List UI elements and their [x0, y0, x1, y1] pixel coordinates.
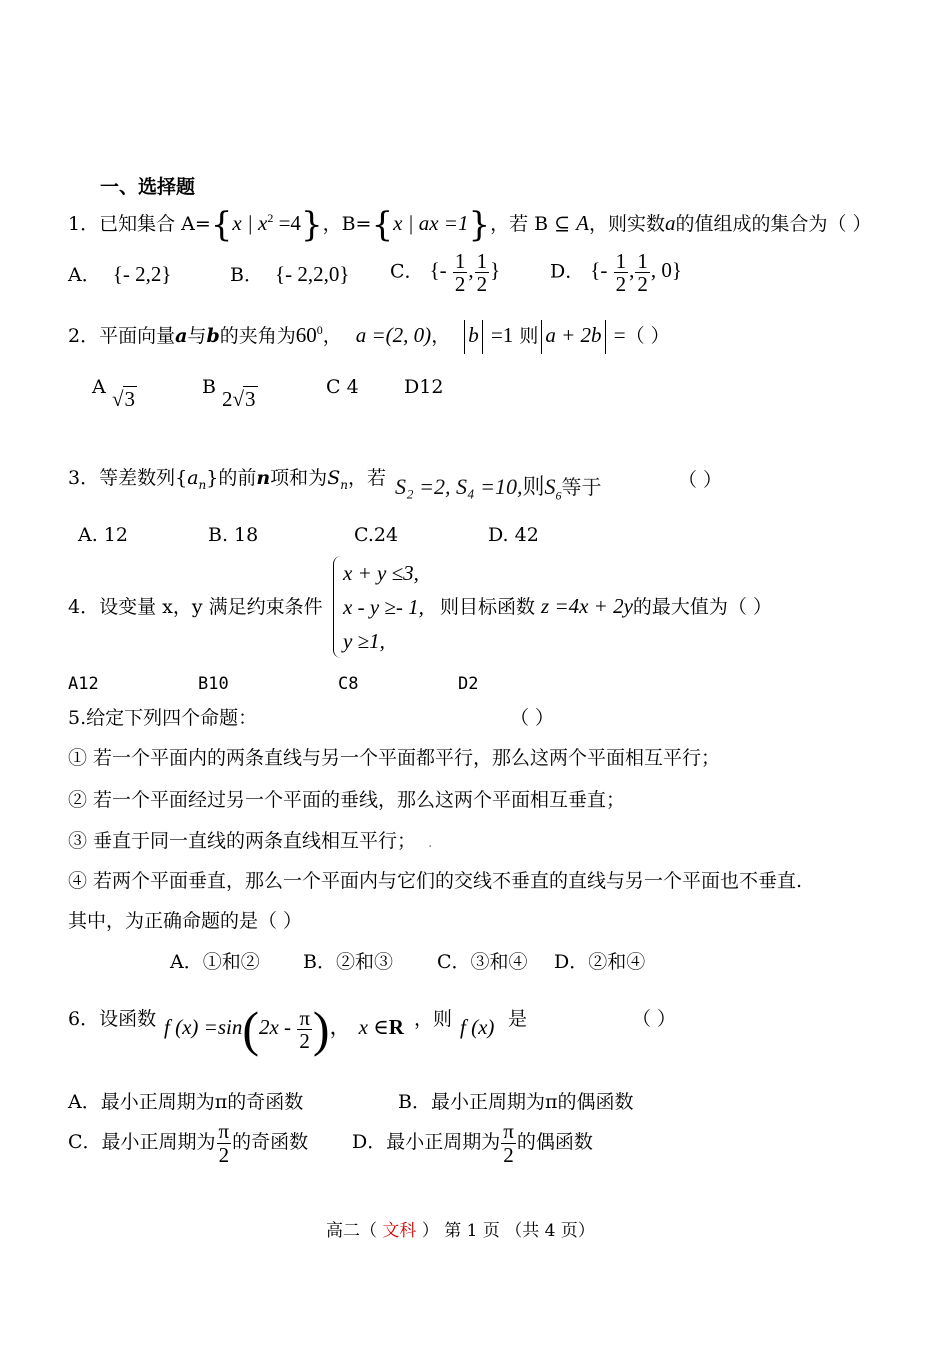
q1-option-d: D． {- $\frac{1}{2}$ , $\frac{1}{2}$ , 0} — [550, 249, 682, 297]
q2-option-c: C 4 — [326, 376, 359, 398]
q3-options — [78, 524, 678, 554]
q4-objective: 则目标函数 z =4x + 2y的最大值为（ ） — [440, 594, 772, 618]
q3-condition: S₂ =2, S₄ =10,则$S_6$等于 — [395, 474, 602, 503]
q1-option-b: B． {- 2,2,0} — [230, 262, 350, 286]
question-6-stem: 6．设函数 — [68, 1008, 157, 1030]
q6-option-d: D．最小正周期为 $\frac{\pi}{2}$ 的偶函数 — [352, 1119, 593, 1167]
q3-option-d: D. 42 — [488, 524, 539, 546]
q1-options — [68, 249, 948, 302]
q5-option-b: B．②和③ — [303, 951, 393, 973]
q5-question: 其中，为正确命题的是（ ） — [68, 910, 303, 932]
q2-option-b: B — [202, 376, 216, 398]
q1-option-a: A． {- 2,2} — [68, 262, 172, 286]
q1-option-c: C． {- $\frac{1}{2}$ , $\frac{1}{2}$ } — [390, 249, 501, 297]
q4-constraint-3: y ≥1, — [343, 629, 385, 653]
question-5-title: 5.给定下列四个命题： — [68, 707, 258, 729]
page-footer: 高二（ 文科 ） 第 1 页 （共 4 页） — [326, 1221, 595, 1241]
q5-options — [170, 947, 730, 975]
q5-statement-1: ① 若一个平面内的两条直线与另一个平面都平行，那么这两个平面相互平行； — [68, 747, 721, 769]
q4-constraint-1: x + y ≤3, — [343, 561, 419, 585]
q4-option-b: B10 — [198, 674, 229, 694]
q2-option-a: A — [92, 376, 106, 398]
q4-option-a: A12 — [68, 674, 99, 694]
q6-is: 是 — [508, 1008, 528, 1030]
q4-option-c: C8 — [338, 674, 359, 694]
q5-statement-2: ② 若一个平面经过另一个平面的垂线，那么这两个平面相互垂直； — [68, 789, 626, 811]
q6-fx: f (x) — [460, 1015, 495, 1039]
q3-option-b: B. 18 — [208, 524, 259, 546]
q2-options — [92, 372, 692, 422]
q2-option-a-value: √ 3 — [112, 387, 136, 411]
q5-statement-3: ③ 垂直于同一直线的两条直线相互平行； . — [68, 830, 433, 852]
q2-option-b-value: 2 √ 3 — [222, 387, 256, 411]
q6-then: ，则 — [414, 1008, 453, 1030]
q3-answer-paren: （ ） — [678, 469, 723, 491]
q2-option-d: D12 — [404, 376, 444, 398]
q5-statement-4: ④ 若两个平面垂直，那么一个平面内与它们的交线不垂直的直线与另一个平面也不垂直. — [68, 870, 803, 892]
q2-number: 2． — [68, 325, 100, 347]
q4-constraint-system — [333, 556, 424, 658]
q6-option-c: C．最小正周期为 $\frac{\pi}{2}$ 的奇函数 — [68, 1119, 309, 1167]
q3-option-c: C.24 — [354, 524, 399, 546]
q6-option-b: B．最小正周期为π的偶函数 — [398, 1091, 634, 1113]
question-2: 2．平面向量a与b的夹角为$60^0$， a =(2, 0)， b =1 则 a + 2b =（ ） — [68, 312, 670, 354]
q4-option-d: D2 — [458, 674, 479, 694]
q5-option-a: A．①和② — [170, 951, 260, 973]
q4-constraint-2: x - y ≥- 1, — [343, 595, 424, 619]
q5-option-c: C．③和④ — [437, 951, 528, 973]
q5-answer-paren: （ ） — [510, 707, 555, 729]
q5-option-d: D．②和④ — [554, 951, 646, 973]
question-3: 3．等差数列$\{a_n\}$的前n项和为$S_n$，若 — [68, 467, 386, 492]
q6-function: f (x) =sin(2x - $\frac{\pi}{2}$ )， x ∈R — [164, 1001, 404, 1058]
q3-option-a: A. 12 — [78, 524, 128, 546]
question-1: 1．已知集合 A={x | $x^2 =4$}，B={x | ax =1}，若 B ⊆ A，则实数a的值组成的集合为（ ） — [68, 205, 872, 245]
section-title: 一、选择题 — [100, 176, 196, 198]
q6-answer-paren: （ ） — [632, 1008, 677, 1030]
q1-number: 1． — [68, 213, 100, 235]
footer-subject: 文科 — [377, 1221, 422, 1241]
q3-number: 3． — [68, 467, 100, 489]
q4-options — [68, 674, 668, 700]
question-4-stem: 4．设变量 x，y 满足约束条件 — [68, 596, 323, 618]
q6-option-a: A．最小正周期为π的奇函数 — [68, 1091, 304, 1113]
